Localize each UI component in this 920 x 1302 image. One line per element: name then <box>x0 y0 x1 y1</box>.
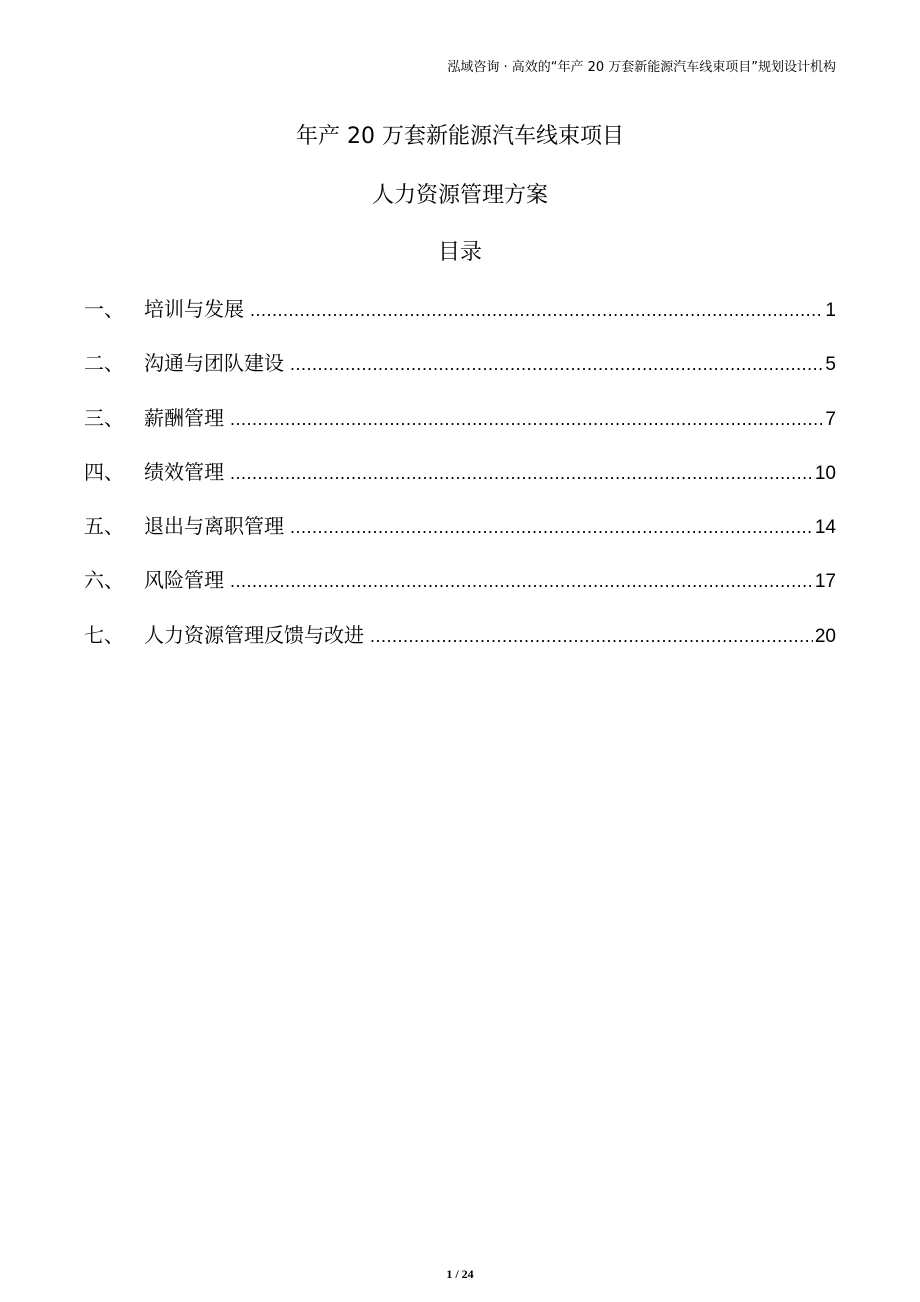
project-title: 年产 20 万套新能源汽车线束项目 <box>296 124 624 149</box>
dot-leader <box>290 512 813 542</box>
dot-leader <box>230 404 823 434</box>
toc-entry-number: 六、 <box>84 568 124 593</box>
toc-entry-number: 五、 <box>84 514 124 539</box>
toc-entry[interactable] <box>84 403 836 457</box>
toc-entry-number: 三、 <box>84 405 124 430</box>
toc-entry-title: 沟通与团队建设 <box>144 351 284 376</box>
toc-entry[interactable] <box>84 294 836 348</box>
toc-entry[interactable] <box>84 565 836 619</box>
toc-entry-title: 绩效管理 <box>144 459 224 484</box>
plan-title: 人力资源管理方案 <box>371 183 548 208</box>
toc-entry-title: 培训与发展 <box>144 297 244 321</box>
dot-leader <box>230 566 813 596</box>
toc-entry[interactable] <box>84 348 836 402</box>
toc-entry-page: 1 <box>825 300 836 321</box>
dot-leader <box>370 621 813 651</box>
toc-entry-page: 17 <box>814 571 836 593</box>
page-number: 1 / 24 <box>446 1267 474 1281</box>
toc-entry-page: 7 <box>825 408 836 430</box>
toc-entry-page: 20 <box>814 625 836 647</box>
toc-entry-number: 一、 <box>84 297 124 321</box>
dot-leader <box>290 349 823 379</box>
toc-entry-number: 四、 <box>84 459 124 484</box>
table-of-contents <box>84 294 836 674</box>
running-header: 泓域咨询 · 高效的“年产 20 万套新能源汽车线束项目”规划设计机构 <box>447 60 836 75</box>
toc-entry-title: 退出与离职管理 <box>144 514 284 539</box>
toc-entry-number: 七、 <box>84 622 124 647</box>
toc-entry[interactable] <box>84 511 836 565</box>
toc-entry-title: 薪酬管理 <box>144 405 224 430</box>
toc-entry-page: 10 <box>814 462 836 484</box>
toc-entry-page: 5 <box>825 354 836 376</box>
toc-entry-title: 风险管理 <box>144 568 224 593</box>
toc-heading: 目录 <box>437 240 482 265</box>
toc-entry-title: 人力资源管理反馈与改进 <box>144 622 364 647</box>
toc-entry-number: 二、 <box>84 351 124 376</box>
dot-leader <box>230 458 813 488</box>
toc-entry[interactable] <box>84 457 836 511</box>
toc-entry[interactable] <box>84 620 836 674</box>
dot-leader <box>250 295 823 325</box>
toc-entry-page: 14 <box>814 517 836 539</box>
